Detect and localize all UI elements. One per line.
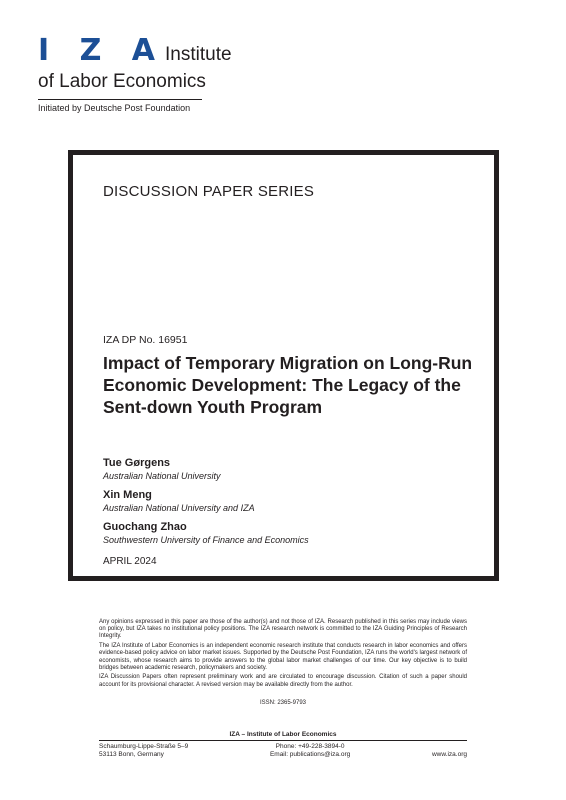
logo-row bbox=[38, 33, 232, 70]
disclaimer-text bbox=[99, 619, 467, 691]
issn-label: ISSN: 2365-9793 bbox=[259, 700, 307, 706]
logo-subtitle: of Labor Economics bbox=[38, 71, 206, 92]
author-affiliation: Australian National University and IZA bbox=[103, 503, 255, 513]
address-line: Schaumburg-Lippe-Straße 5–9 bbox=[99, 743, 189, 750]
logo-divider bbox=[38, 99, 202, 100]
iza-logo bbox=[38, 33, 232, 113]
author-name: Guochang Zhao bbox=[103, 521, 187, 533]
footer-org-name: IZA – Institute of Labor Economics bbox=[229, 731, 337, 738]
footer-address bbox=[99, 743, 188, 759]
logo-institute-text: Institute bbox=[165, 44, 232, 65]
footer-divider bbox=[99, 740, 467, 741]
footer-contact bbox=[99, 743, 467, 759]
logo-letters: I Z A bbox=[38, 33, 166, 68]
paper-title: Impact of Temporary Migration on Long-Run Economic Development: The Legacy of the Sent-down Youth Program bbox=[103, 353, 473, 417]
author-entry bbox=[103, 457, 473, 482]
author-name: Tue Gørgens bbox=[103, 457, 171, 469]
publication-date: APRIL 2024 bbox=[103, 556, 157, 567]
logo-tagline: Initiated by Deutsche Post Foundation bbox=[38, 103, 191, 113]
series-label: DISCUSSION PAPER SERIES bbox=[103, 183, 315, 200]
address-line: 53113 Bonn, Germany bbox=[99, 751, 164, 758]
footer-website[interactable]: www.iza.org bbox=[431, 751, 467, 758]
author-affiliation: Australian National University bbox=[103, 471, 221, 481]
author-list bbox=[103, 457, 473, 553]
disclaimer-paragraph: IZA Discussion Papers often represent preliminary work and are circulated to encourage discussion. Citation of such a paper should account for its provisional character. A revised version may be available directly from the author. bbox=[99, 674, 467, 688]
paper-number: IZA DP No. 16951 bbox=[103, 334, 188, 346]
footer-phone-email bbox=[270, 743, 350, 759]
author-entry bbox=[103, 489, 473, 514]
author-entry bbox=[103, 521, 473, 546]
cover-frame bbox=[68, 150, 499, 581]
footer-phone: Phone: +49-228-3894-0 bbox=[275, 743, 345, 750]
disclaimer-paragraph: The IZA Institute of Labor Economics is an independent economic research institute that conducts research in labor economics and offers evidence-based policy advice on labor market issues. Supported by the Deutsche Post Foundation, IZA runs the world's largest network of economists, whose research aims to provide answers to the global labor market challenges of our time. Our key objective is to build bridges between academic research, policymakers and society. bbox=[99, 643, 467, 671]
author-affiliation: Southwestern University of Finance and Economics bbox=[103, 535, 309, 545]
author-name: Xin Meng bbox=[103, 489, 152, 501]
footer-email[interactable]: Email: publications@iza.org bbox=[269, 751, 351, 758]
disclaimer-paragraph: Any opinions expressed in this paper are those of the author(s) and not those of IZA. Research published in this series may include views on policy, but IZA takes no institutional policy positions. The IZA research network is committed to the IZA Guiding Principles of Research Integrity. bbox=[99, 619, 467, 640]
